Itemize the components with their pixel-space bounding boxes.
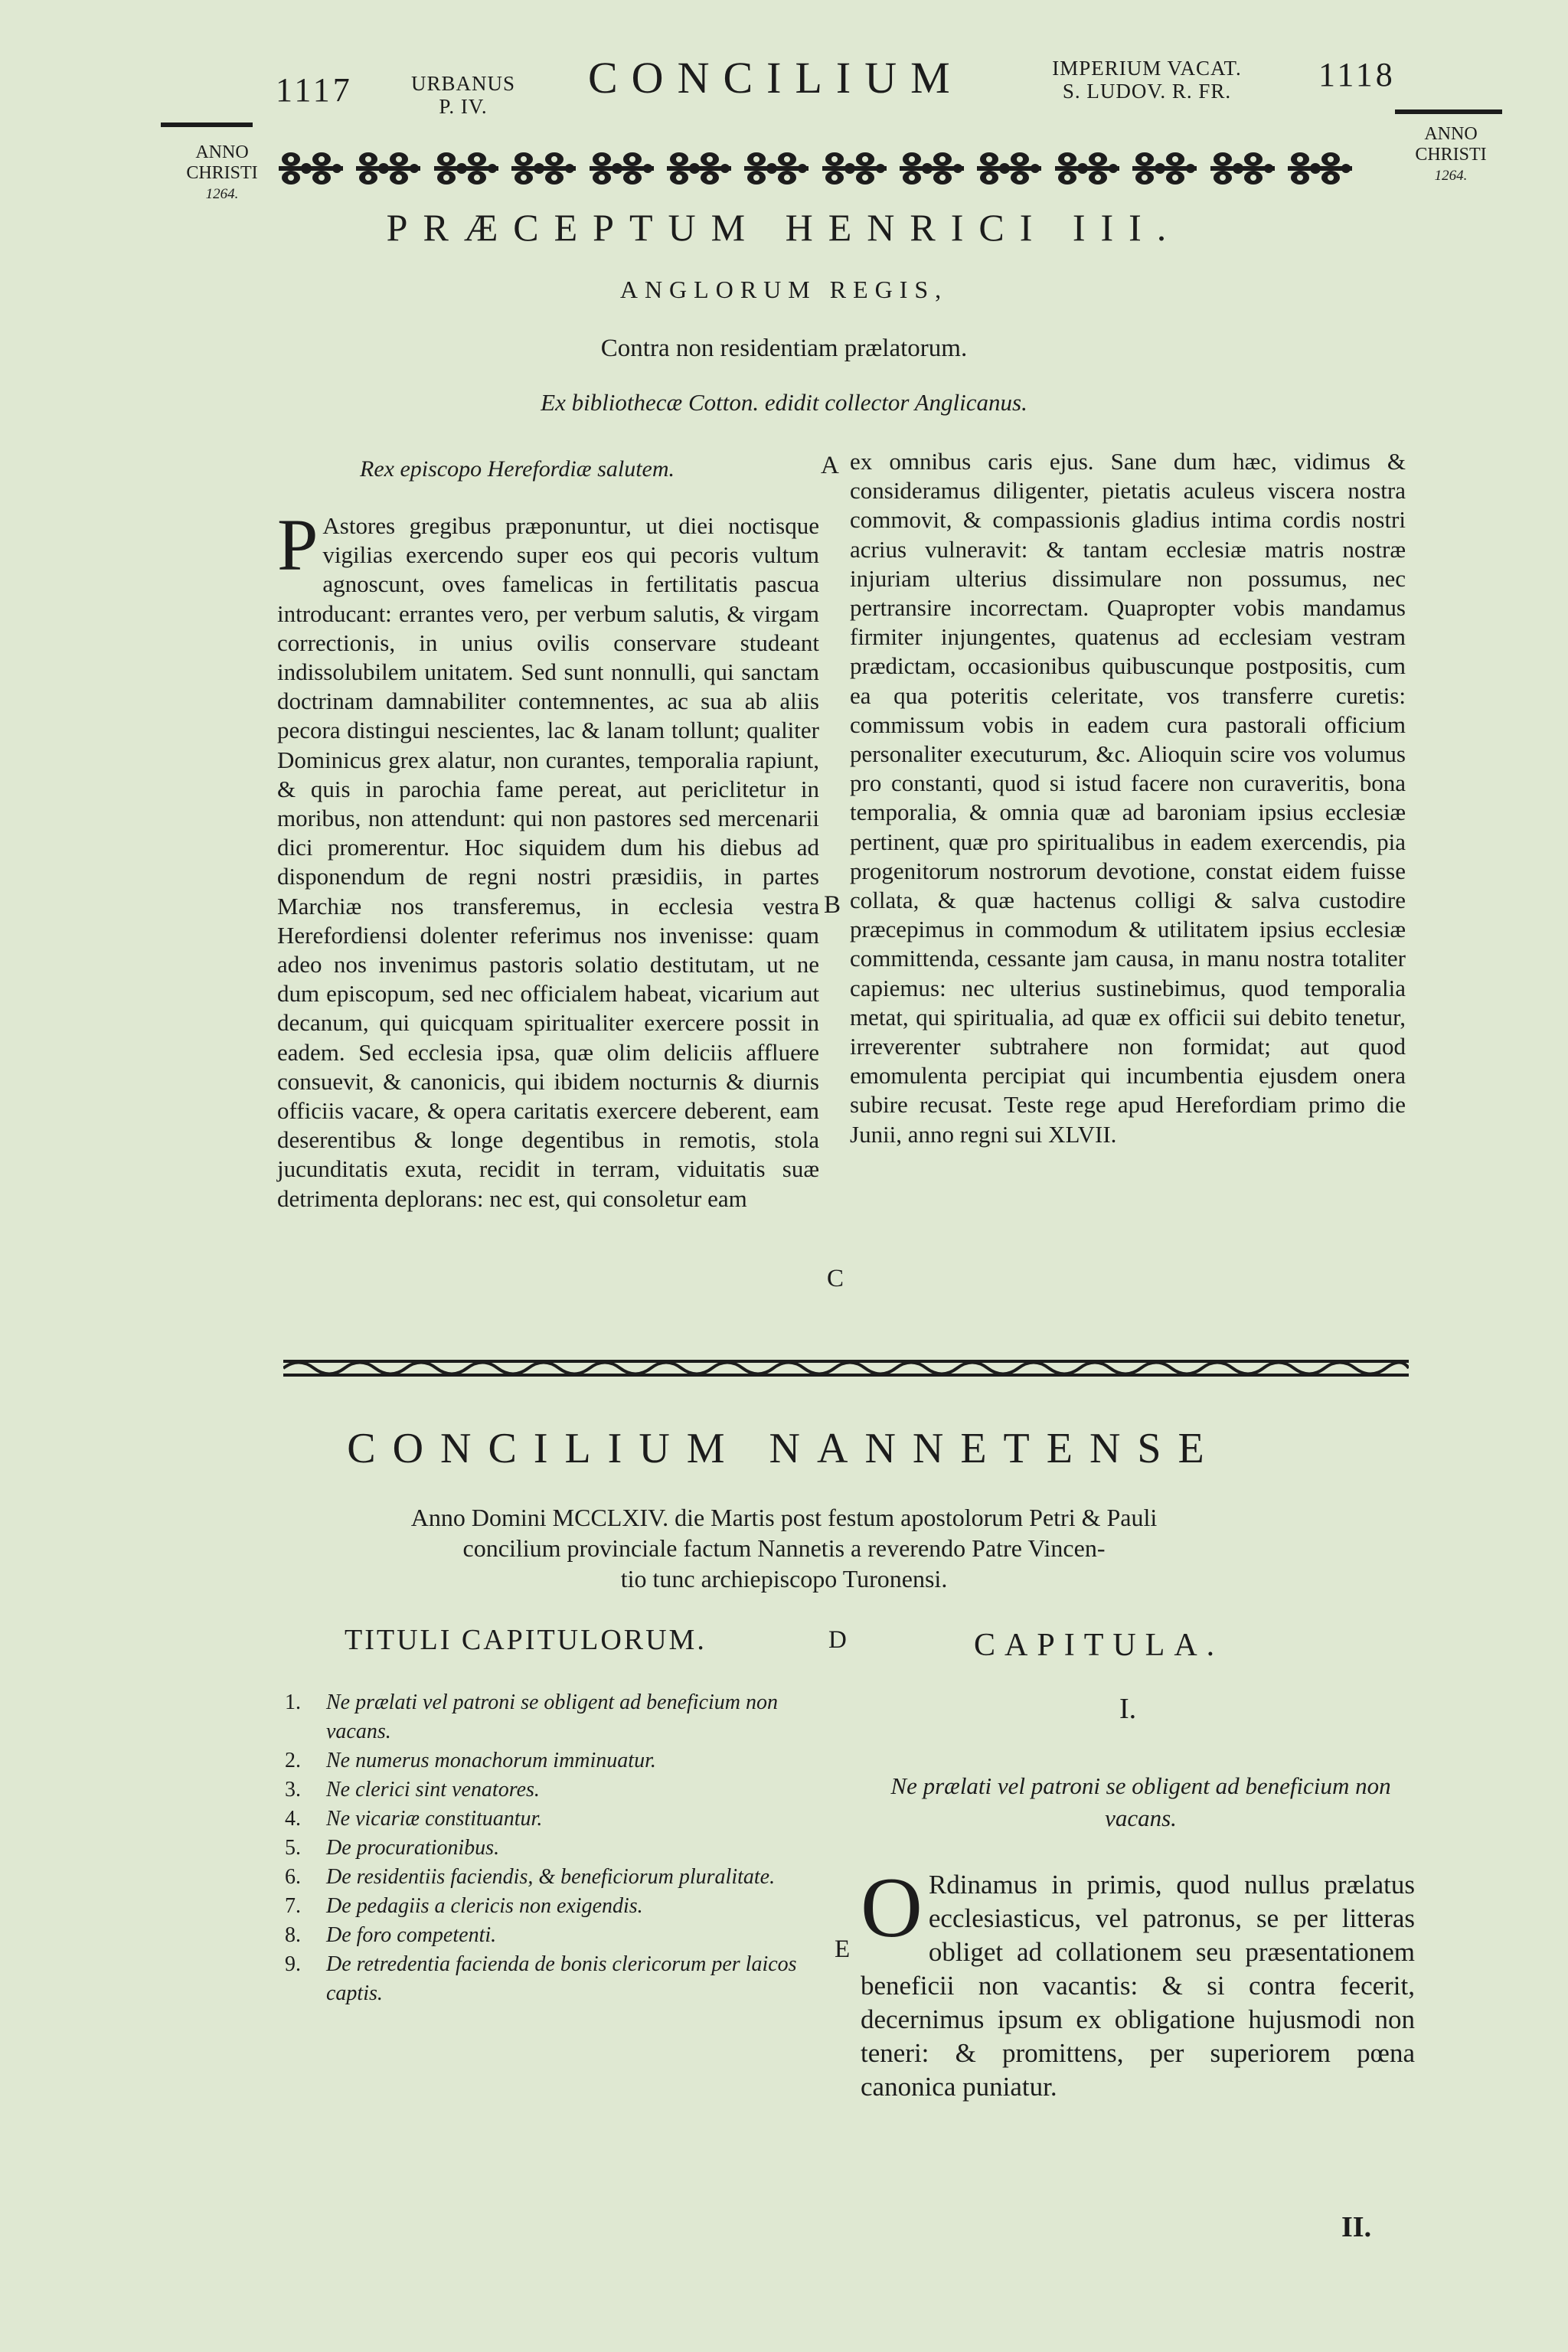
margin-letter-c: C xyxy=(827,1265,844,1292)
ornament-icon xyxy=(1052,145,1122,191)
ornament-icon xyxy=(819,145,890,191)
ornament-band xyxy=(276,144,1355,193)
ornament-icon xyxy=(741,145,812,191)
item-text: Ne numerus monachorum imminuatur. xyxy=(326,1749,656,1772)
praeceptum-column-right xyxy=(850,447,1406,1149)
margin-rule-left xyxy=(161,122,253,127)
item-number: 4. xyxy=(285,1807,301,1831)
list-item xyxy=(285,1746,836,1775)
item-text: Ne vicariæ constituantur. xyxy=(326,1807,543,1831)
list-item xyxy=(285,1834,836,1863)
pope-name: URBANUS xyxy=(410,72,516,95)
column-text: ex omnibus caris ejus. Sane dum hæc, vidimus & consideramus diligenter, pietatis aculeus viscera nostra commovit, & compassionis gladius intima cordis nostri acrius vulneravit: & tantam ecclesiæ matris nostræ injuriam ulterius dissimulare non possumus, nec pertransire incorrectam. Quapropter vobis mandamus firmiter injungentes, quatenus ad ecclesiam vestram prædictam, occasionibus quibuscunque postpositis, cum ea qua poteritis celeritate, vos transferre curetis: commissum vobis in eadem cura pastorali officium personaliter executurum, &c. Alioquin scire vos volumus pro constanti, quod si istud facere non curaveritis, bona temporalia, & omnia quæ ad baroniam ipsius ecclesiæ pertinent, quæ pro spiritualibus in eadem exercendis, pia progenitorum nostrorum devotione, constat eidem fuisse collata, & quæ hactenus colligi & salva custodire præcepimus in commodum & utilitatem ipsius ecclesiæ committenda, cessante jam causa, in manu nostra totaliter capiemus: nec ulterius sustinebimus, quod temporalia metat, qui spiritualia, ad quæ ex officii sui debito tenetur, irreverenter subtrahere non formidat; aut quod emomulenta percipiat qui incumbentia ejusdem onera subire recusat. Teste rege apud Herefordiam primo die Junii, anno regni sui XLVII. xyxy=(850,448,1406,1148)
list-item xyxy=(285,1688,836,1746)
christi-label: CHRISTI xyxy=(186,163,258,183)
margin-letter-a: A xyxy=(821,452,839,479)
item-number: 6. xyxy=(285,1865,301,1889)
ornament-icon xyxy=(974,145,1044,191)
item-text: De pedagiis a clericis non exigendis. xyxy=(326,1894,643,1918)
imperium-text: IMPERIUM VACAT. xyxy=(1052,57,1242,80)
capitula-heading: CAPITULA. xyxy=(974,1628,1224,1663)
item-number: 7. xyxy=(285,1894,301,1918)
tituli-heading: TITULI CAPITULORUM. xyxy=(345,1624,707,1656)
list-item xyxy=(285,1775,836,1805)
praeceptum-topic: Contra non residentiam prælatorum. xyxy=(600,335,968,362)
margin-year-right xyxy=(1401,124,1501,186)
ornament-icon xyxy=(276,145,346,191)
year-label: 1264. xyxy=(1434,168,1468,184)
concilium-description xyxy=(306,1502,1262,1594)
ornament-icon xyxy=(1207,145,1278,191)
anno-label: ANNO xyxy=(1424,124,1478,144)
item-number: 3. xyxy=(285,1778,301,1802)
running-head-pope xyxy=(406,72,521,118)
list-item xyxy=(285,1921,836,1950)
item-number: 8. xyxy=(285,1923,301,1947)
christi-label: CHRISTI xyxy=(1415,145,1487,165)
ornament-icon xyxy=(897,145,967,191)
pope-number: P. IV. xyxy=(439,95,488,118)
item-number: 5. xyxy=(285,1836,301,1860)
ornament-icon xyxy=(353,145,423,191)
margin-rule-right xyxy=(1395,109,1502,114)
concilium-title: CONCILIUM NANNETENSE xyxy=(347,1425,1221,1472)
ornament-icon xyxy=(1129,145,1200,191)
page-number-right: 1118 xyxy=(1318,56,1396,93)
chapter-text xyxy=(861,1860,1415,2104)
tituli-list xyxy=(285,1688,836,2008)
drop-initial: P xyxy=(277,504,318,586)
salutation: Rex episcopo Herefordiæ salutem. xyxy=(360,456,675,482)
anno-label: ANNO xyxy=(195,142,249,162)
list-item xyxy=(285,1863,836,1892)
chapter-rubric: Ne prælati vel patroni se obligent ad beneficium non vacans. xyxy=(890,1772,1391,1831)
chapter-number: I. xyxy=(1119,1693,1137,1725)
item-text: De residentiis faciendis, & beneficiorum pluralitate. xyxy=(326,1865,776,1889)
item-text: De retredentia facienda de bonis clericorum per laicos captis. xyxy=(326,1952,797,2005)
ornament-icon xyxy=(1285,145,1355,191)
praeceptum-column-left xyxy=(277,504,819,1214)
margin-letter-e: E xyxy=(835,1936,851,1963)
praeceptum-title: PRÆCEPTUM HENRICI III. xyxy=(386,206,1182,249)
praeceptum-subtitle: ANGLORUM REGIS, xyxy=(619,276,949,303)
year-label: 1264. xyxy=(205,186,239,202)
ornament-icon xyxy=(431,145,501,191)
running-head-imperium xyxy=(1032,57,1262,103)
drop-initial: O xyxy=(861,1860,923,1955)
item-number: 9. xyxy=(285,1952,301,1976)
item-number: 2. xyxy=(285,1749,301,1772)
margin-letter-b: B xyxy=(824,891,841,919)
item-text: De procurationibus. xyxy=(326,1836,500,1860)
margin-year-left xyxy=(165,142,279,204)
praeceptum-source: Ex bibliothecæ Cotton. edidit collector Anglicanus. xyxy=(541,389,1027,416)
item-text: Ne prælati vel patroni se obligent ad beneficium non vacans. xyxy=(326,1690,778,1743)
rex-text: S. LUDOV. R. FR. xyxy=(1062,80,1232,103)
ornament-icon xyxy=(586,145,657,191)
list-item xyxy=(285,1892,836,1921)
item-number: 1. xyxy=(285,1690,301,1714)
list-item xyxy=(285,1950,836,2008)
page-number-left: 1117 xyxy=(276,71,353,109)
column-text: Rdinamus in primis, quod nullus prælatus ecclesiasticus, vel patronus, se per litteras obliget ad collationem seu præsentationem beneficii non vacantis: & si contra fecerit, decernimus ipsum ex obligatione hujusmodi non teneri: & promittens, per superiorem pœna canonica puniatur. xyxy=(861,1870,1415,2102)
column-text: Astores gregibus præponuntur, ut diei noctisque vigilias exercendo super eos qui pecoris vultum agnoscunt, oves famelicas in fertilitatis pascua introducant: errantes vero, per verbum salutis, & virgam correctionis, in unius ovilis conservare studeant indissolubilem unitatem. Sed sunt nonnulli, qui sanctam doctrinam damnabiliter contemnentes, ac sua ab aliis pecora distingui nescientes, lac & lanam tollunt; qualiter Dominicus grex alatur, non curantes, temporalia rapiunt, & quis in parochia fame pereat, aut periclitetur in moribus, non attendunt: qui non pastores sed mercenarii dici promerentur. Hoc siquidem dum his diebus ad disponendum de regni nostri præsidiis, in partes Marchiæ nos transferemus, in ecclesia vestra Herefordiensi dolenter referimus nos invenisse: quam adeo nos invenimus pastoris solatio destitutam, ut ne dum episcopum, sed nec officialem habeat, vicarium aut decanum, qui quicquam spiritualiter exercere possit in eadem. Sed ecclesia ipsa, quæ olim deliciis affluere consuevit, & canonicis, qui ibidem nocturnis & diurnis officiis vacare, & opera caritatis exercere deberent, eam deserentibus & longe degentibus in remotis, stola jucunditatis exuta, recidit in terram, viduitatis suæ detrimenta deplorans: nec est, qui consoletur eam xyxy=(277,512,819,1212)
divider-rule xyxy=(283,1357,1409,1380)
running-head-title: CONCILIUM xyxy=(588,53,964,103)
desc-line: tio tunc archiepiscopo Turonensi. xyxy=(620,1565,948,1592)
list-item xyxy=(285,1805,836,1834)
next-chapter-catchword: II. xyxy=(1341,2211,1372,2243)
desc-line: Anno Domini MCCLXIV. die Martis post festum apostolorum Petri & Pauli xyxy=(410,1504,1158,1531)
desc-line: concilium provinciale factum Nannetis a reverendo Patre Vincen- xyxy=(462,1534,1106,1562)
ornament-icon xyxy=(508,145,579,191)
item-text: Ne clerici sint venatores. xyxy=(326,1778,540,1802)
ornament-icon xyxy=(664,145,734,191)
margin-letter-d: D xyxy=(828,1626,847,1654)
item-text: De foro competenti. xyxy=(326,1923,497,1947)
